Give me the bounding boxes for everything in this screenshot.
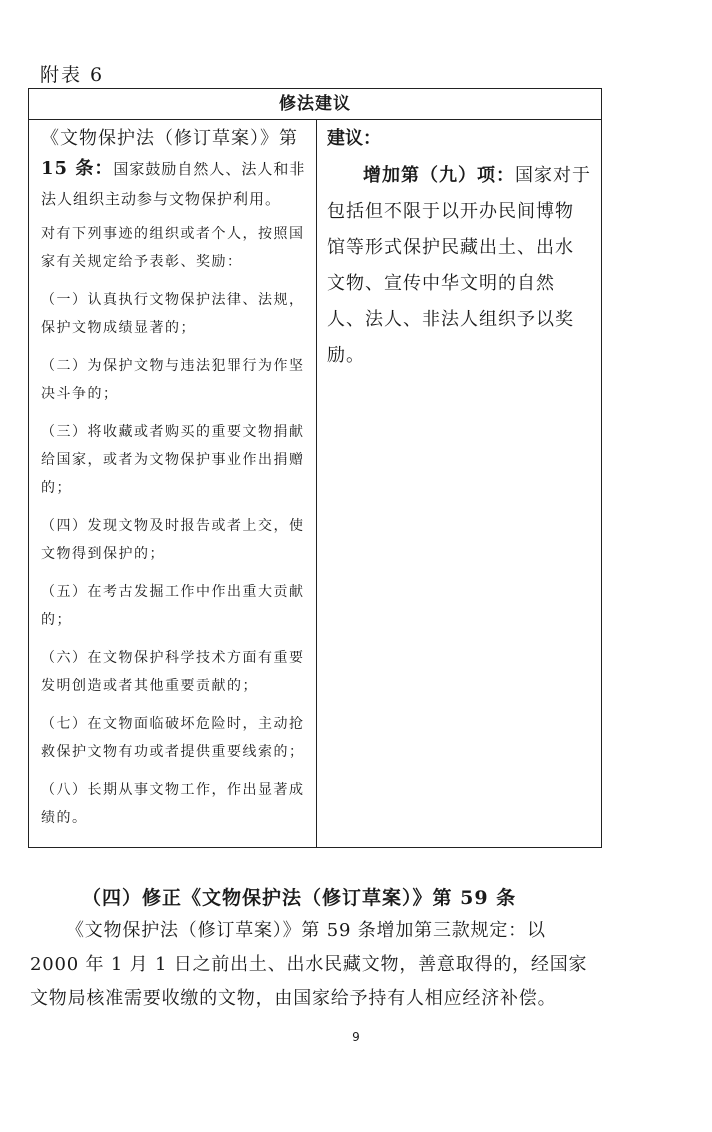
article-ref-title: 《文物保护法（修订草案）》第 <box>41 128 298 149</box>
suggestion-lead: 增加第（九）项： <box>363 165 515 186</box>
article-text: 国家鼓励自然人、法人和非法人组织主动参与文物保护利用。 <box>41 160 306 208</box>
article-reference <box>41 124 308 214</box>
table-body <box>29 120 601 847</box>
page-number: 9 <box>352 1030 360 1044</box>
section-body: 《文物保护法（修订草案）》第 59 条增加第三款规定：以 2000 年 1 月 1 日之前出土、出水民藏文物，善意取得的，经国家文物局核准需要收缴的文物，由国家给予持有人相应经济补偿。 <box>30 920 588 1009</box>
section-heading: （四）修正《文物保护法（修订草案）》第 59 条 <box>82 887 517 909</box>
clause-item: （一）认真执行文物保护法律、法规，保护文物成绩显著的； <box>41 292 305 336</box>
suggestion-table <box>28 88 602 848</box>
suggestion-body: 国家对于包括但不限于以开办民间博物馆等形式保护民藏出土、出水文物、宣传中华文明的自然人、法人、非法人组织予以奖励。 <box>327 165 591 366</box>
table-header: 修法建议 <box>29 89 601 120</box>
clause-intro: 对有下列事迹的组织或者个人，按照国家有关规定给予表彰、奖励： <box>41 226 305 270</box>
clause-item: （五）在考古发掘工作中作出重大贡献的； <box>41 584 305 628</box>
clause-item: （二）为保护文物与违法犯罪行为作坚决斗争的； <box>41 358 305 402</box>
suggestion-label: 建议： <box>327 128 381 149</box>
article-number: 15 条： <box>41 158 114 179</box>
original-article-column <box>29 120 317 847</box>
suggestion-text <box>327 158 591 374</box>
appendix-label: 附表 6 <box>40 64 105 86</box>
clause-item: （三）将收藏或者购买的重要文物捐献给国家，或者为文物保护事业作出捐赠的； <box>41 424 305 496</box>
clause-item: （四）发现文物及时报告或者上交，使文物得到保护的； <box>41 518 305 562</box>
clause-item: （八）长期从事文物工作，作出显著成绩的。 <box>41 782 305 826</box>
clause-item: （六）在文物保护科学技术方面有重要发明创造或者其他重要贡献的； <box>41 650 305 694</box>
clause-item: （七）在文物面临破坏危险时，主动抢救保护文物有功或者提供重要线索的； <box>41 716 305 760</box>
suggestion-column <box>317 120 601 847</box>
